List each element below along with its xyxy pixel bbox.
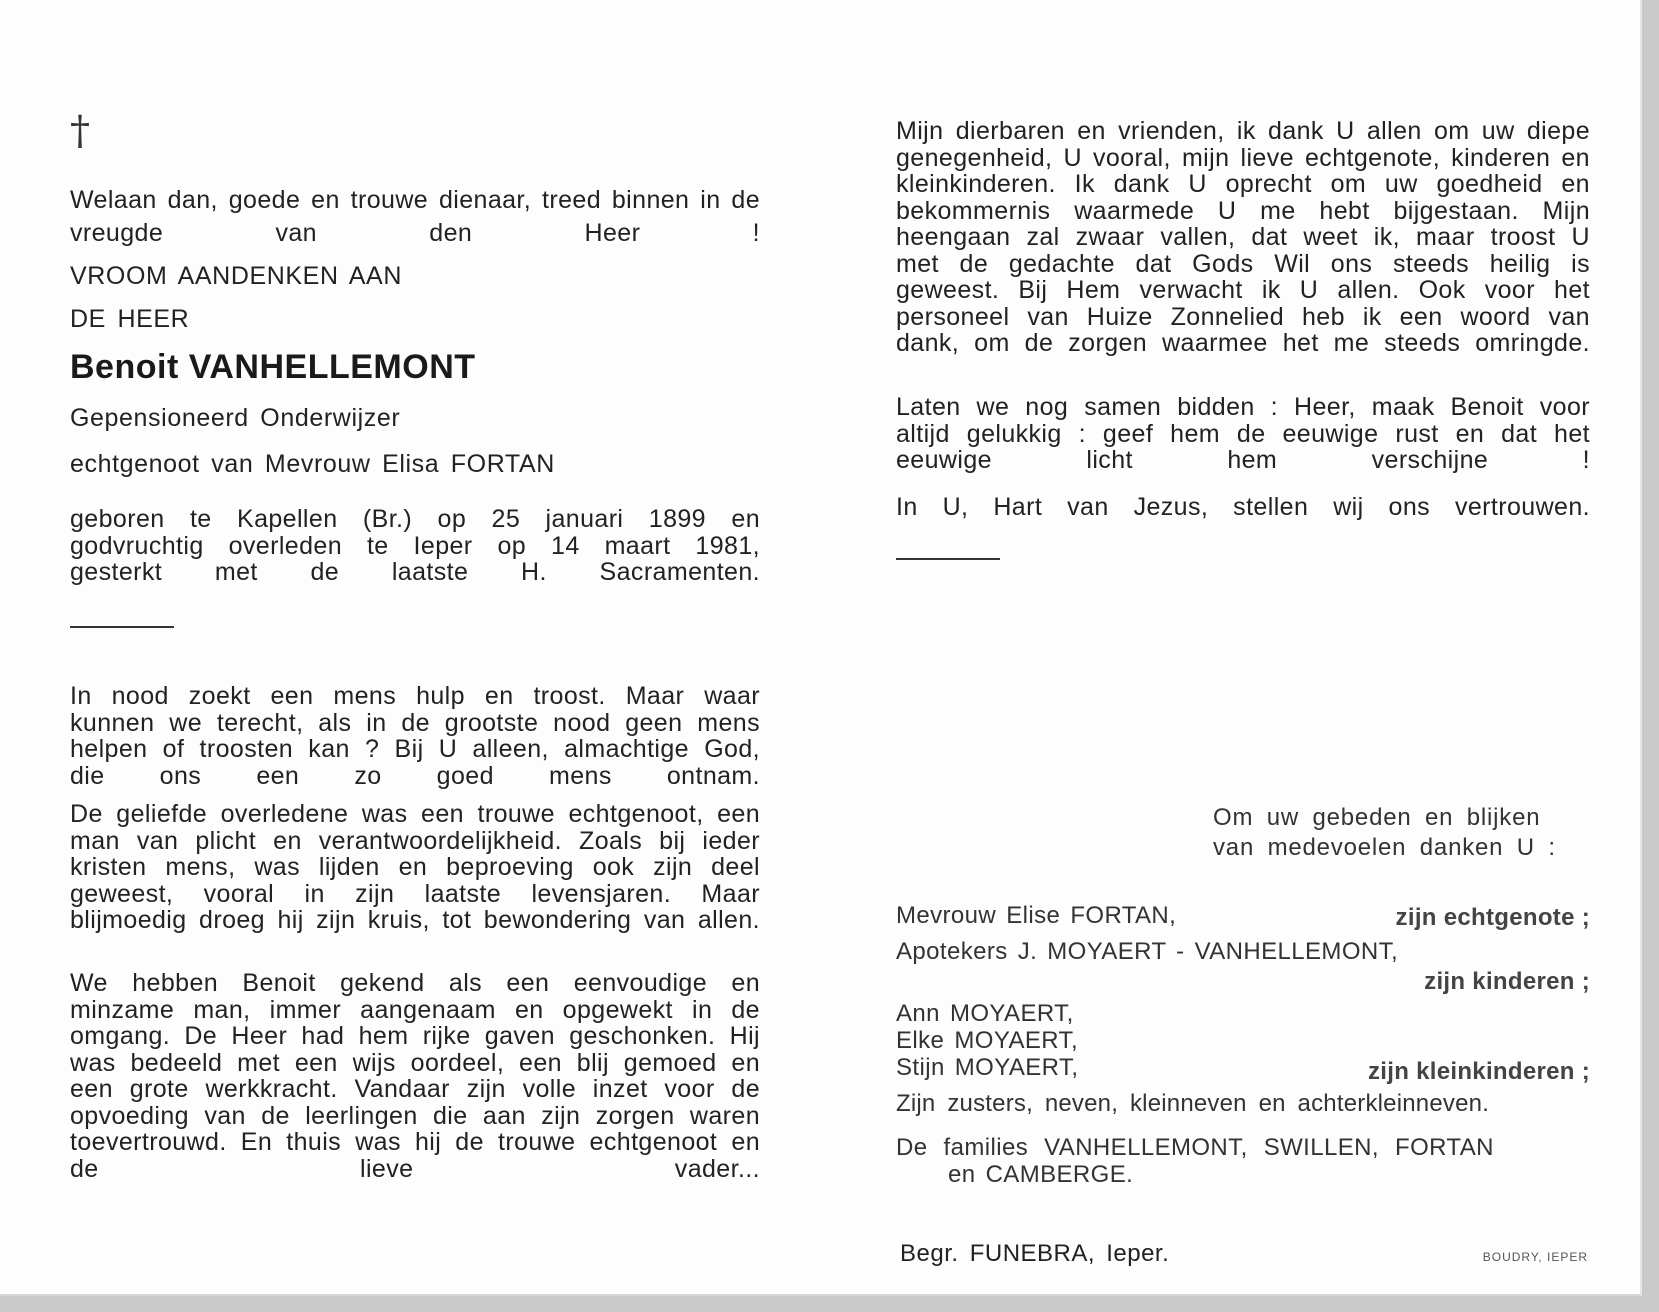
memorial-heading: VROOM AANDENKEN AAN [70, 262, 402, 290]
children-name: Apotekers J. MOYAERT - VANHELLEMONT, [896, 938, 1399, 965]
families-line-2: en CAMBERGE. [948, 1161, 1134, 1188]
paragraph-3: We hebben Benoit gekend als een eenvoudige en minzame man, immer aangenaam en opgewekt in de omgang. De Heer had hem rijke gaven geschonken. Hij was bedeeld met een wijs oordeel, een blij gemoed en een grote werkkracht. Vandaar zijn volle inzet voor de opvoeding van de leerlingen die aan zijn zorgen waren toevertrouwd. En thuis was hij de trouwe echtgenoot en de lieve vader... [70, 969, 760, 1183]
undertaker: Begr. FUNEBRA, Ieper. [900, 1240, 1170, 1267]
right-paragraph-3: In U, Hart van Jezus, stellen wij ons vertrouwen. [896, 493, 1590, 521]
grandchild-1: Ann MOYAERT, [896, 1000, 1074, 1027]
paragraph-2: De geliefde overledene was een trouwe echtgenoot, een man van plicht en verantwoordelijkheid. Zoals bij ieder kristen mens, was lijden en beproeving ook zijn deel geweest, vooral in zijn laatste levensjaren. Maar blijmoedig droeg hij zijn kruis, tot bewondering van allen. [70, 800, 760, 934]
spouse-line: echtgenoot van Mevrouw Elisa FORTAN [70, 450, 555, 478]
families-line-1: De families VANHELLEMONT, SWILLEN, FORTAN [896, 1134, 1494, 1161]
grandchild-2: Elke MOYAERT, [896, 1027, 1079, 1054]
grandchild-3: Stijn MOYAERT, [896, 1054, 1079, 1081]
intro-verse: Welaan dan, goede en trouwe dienaar, treed binnen in de vreugde van den Heer ! [70, 186, 760, 247]
thanks-line-2: van medevoelen danken U : [1213, 834, 1556, 861]
children-role: zijn kinderen ; [1424, 968, 1590, 995]
spouse-role: zijn echtgenote ; [1395, 904, 1590, 931]
siblings-line: Zijn zusters, neven, kleinneven en achterkleinneven. [896, 1090, 1490, 1117]
right-paragraph-1: Mijn dierbaren en vrienden, ik dank U allen om uw diepe genegenheid, U vooral, mijn lieve echtgenote, kinderen en kleinkinderen. Ik dank U oprecht om uw goedheid en bekommernis waarmede U me hebt bijgestaan. Mijn heengaan zal zwaar vallen, dat weet ik, maar troost U met de gedachte dat Gods Wil ons steeds heilig is geweest. Bij Hem verwacht ik U allen. Ook voor het personeel van Huize Zonnelied heb ik een woord van dank, om de zorgen waarmee het me steeds omringde. [896, 117, 1590, 357]
divider [70, 626, 174, 628]
occupation: Gepensioneerd Onderwijzer [70, 404, 401, 432]
deceased-name: Benoit VANHELLEMONT [70, 348, 476, 386]
title-line: DE HEER [70, 305, 190, 333]
cross-icon: † [70, 108, 90, 154]
right-paragraph-2: Laten we nog samen bidden : Heer, maak Benoit voor altijd gelukkig : geef hem de eeuwige rust en dat het eeuwige licht hem verschijne ! [896, 393, 1590, 474]
birth-death-text: geboren te Kapellen (Br.) op 25 januari 1899 en godvruchtig overleden te Ieper op 14 maart 1981, gesterkt met de laatste H. Sacramenten. [70, 505, 760, 586]
grandchildren-role: zijn kleinkinderen ; [1367, 1058, 1590, 1085]
thanks-line-1: Om uw gebeden en blijken [1213, 804, 1541, 831]
divider [896, 558, 1000, 560]
spouse-name: Mevrouw Elise FORTAN, [896, 902, 1177, 929]
printer-mark: BOUDRY, IEPER [1482, 1250, 1588, 1264]
paragraph-1: In nood zoekt een mens hulp en troost. Maar waar kunnen we terecht, als in de grootste nood geen mens helpen of troosten kan ? Bij U alleen, almachtige God, die ons een zo goed mens ontnam. [70, 682, 760, 790]
